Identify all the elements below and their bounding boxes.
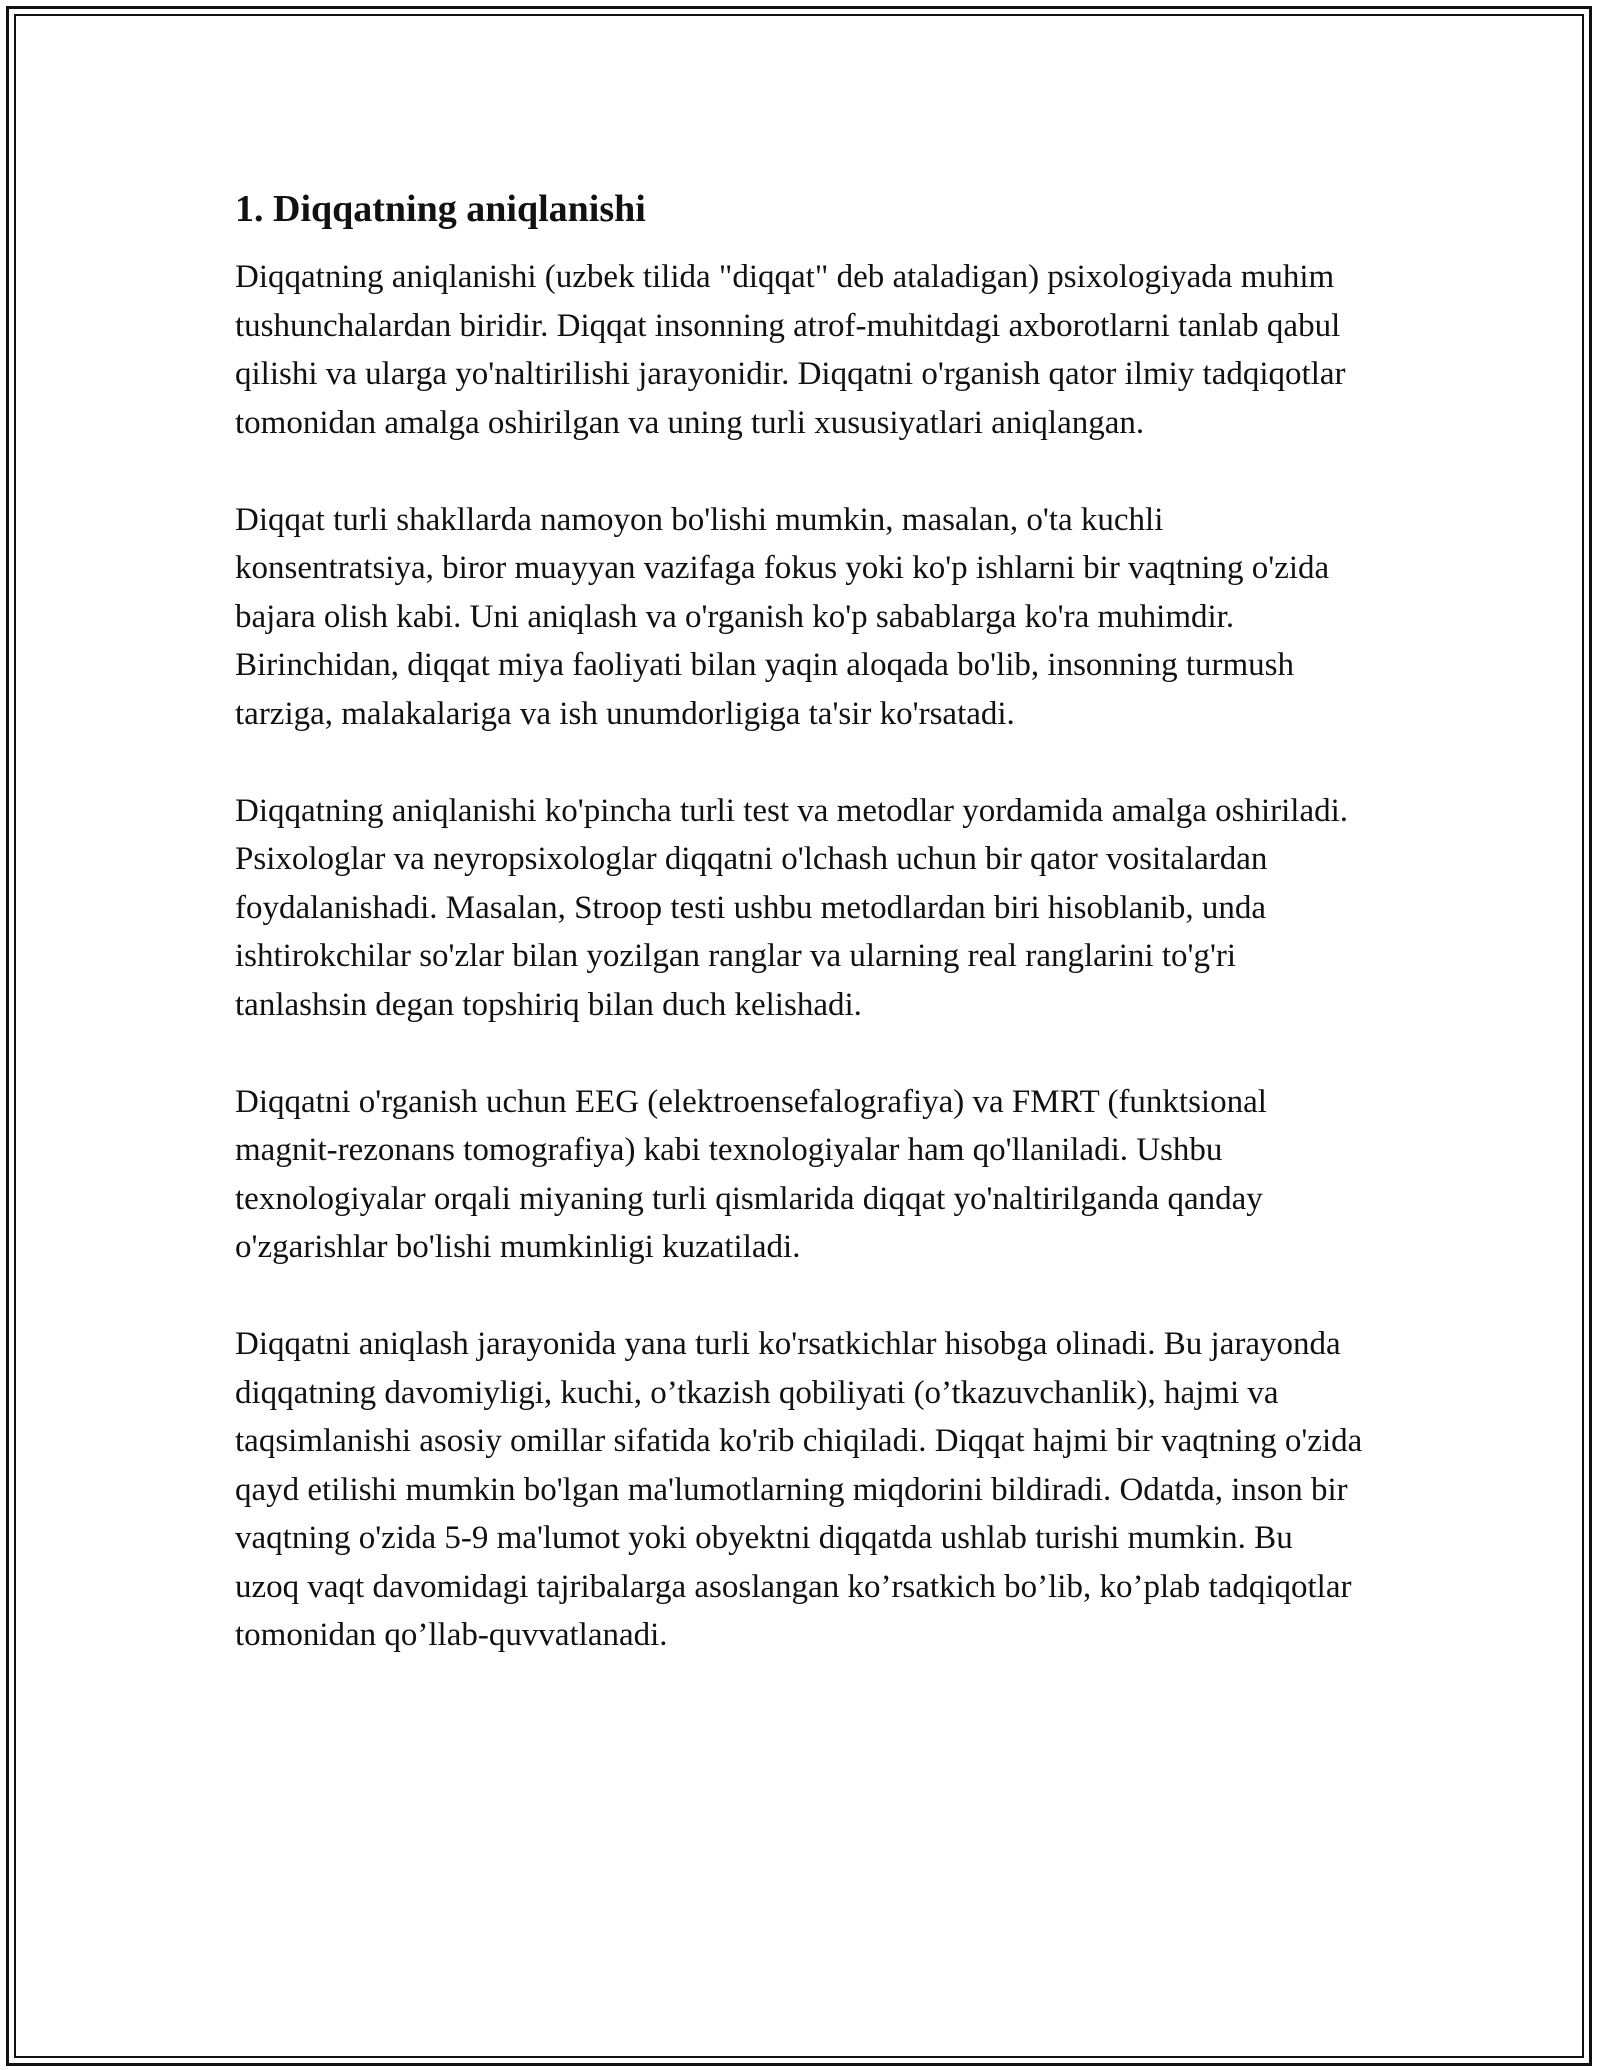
paragraph-forms: Diqqat turli shakllarda namoyon bo'lishi mumkin, masalan, o'ta kuchli konsentratsiya, biror muayyan vazifaga fokus yoki ko'p ishlarni bir vaqtning o'zida bajara olish kabi. Uni aniqlash va o'rganish ko'p sabablarga ko'ra muhimdir. Birinchidan, diqqat miya faoliyati bilan yaqin aloqada bo'lib, insonning turmush tarziga, malakalariga va ish unumdorligiga ta'sir ko'rsatadi. [235,501,1330,732]
document-body [235,185,1365,1708]
paragraph-indicators: Diqqatni aniqlash jarayonida yana turli ko'rsatkichlar hisobga olinadi. Bu jarayonda diqqatning davomiyligi, kuchi, o’tkazish qobiliyati (o’tkazuvchanlik), hajmi va taqsimlanishi asosiy omillar sifatida ko'rib chiqiladi. Diqqat hajmi bir vaqtning o'zida qayd etilishi mumkin bo'lgan ma'lumotlarning miqdorini bildiradi. Odatda, inson bir vaqtning o'zida 5-9 ma'lumot yoki obyektni diqqatda ushlab turishi mumkin. Bu uzoq vaqt davomidagi tajribalarga asoslangan ko’rsatkich bo’lib, ko’plab tadqiqotlar tomonidan qo’llab-quvvatlanadi. [235,1326,1363,1653]
paragraph-methods: Diqqatning aniqlanishi ko'pincha turli test va metodlar yordamida amalga oshiriladi. Psixologlar va neyropsixologlar diqqatni o'lchash uchun bir qator vositalardan foydalanishadi. Masalan, Stroop testi ushbu metodlardan biri hisoblanib, unda ishtirokchilar so'zlar bilan yozilgan ranglar va ularning real ranglarini to'g'ri tanlashsin degan topshiriq bilan duch kelishadi. [235,792,1349,1023]
paragraph-technologies: Diqqatni o'rganish uchun EEG (elektroensefalografiya) va FMRT (funktsional magnit-rezonans tomografiya) kabi texnologiyalar ham qo'llaniladi. Ushbu texnologiyalar orqali miyaning turli qismlarida diqqat yo'naltirilganda qanday o'zgarishlar bo'lishi mumkinligi kuzatiladi. [235,1083,1267,1265]
section-heading: 1. Diqqatning aniqlanishi [235,188,646,230]
paragraph-definition: Diqqatning aniqlanishi (uzbek tilida "diqqat" deb ataladigan) psixologiyada muhim tushunchalardan biridir. Diqqat insonning atrof-muhitdagi axborotlarni tanlab qabul qilishi va ularga yo'naltirilishi jarayonidir. Diqqatni o'rganish qator ilmiy tadqiqotlar tomonidan amalga oshirilgan va uning turli xususiyatlari aniqlangan. [235,259,1346,441]
